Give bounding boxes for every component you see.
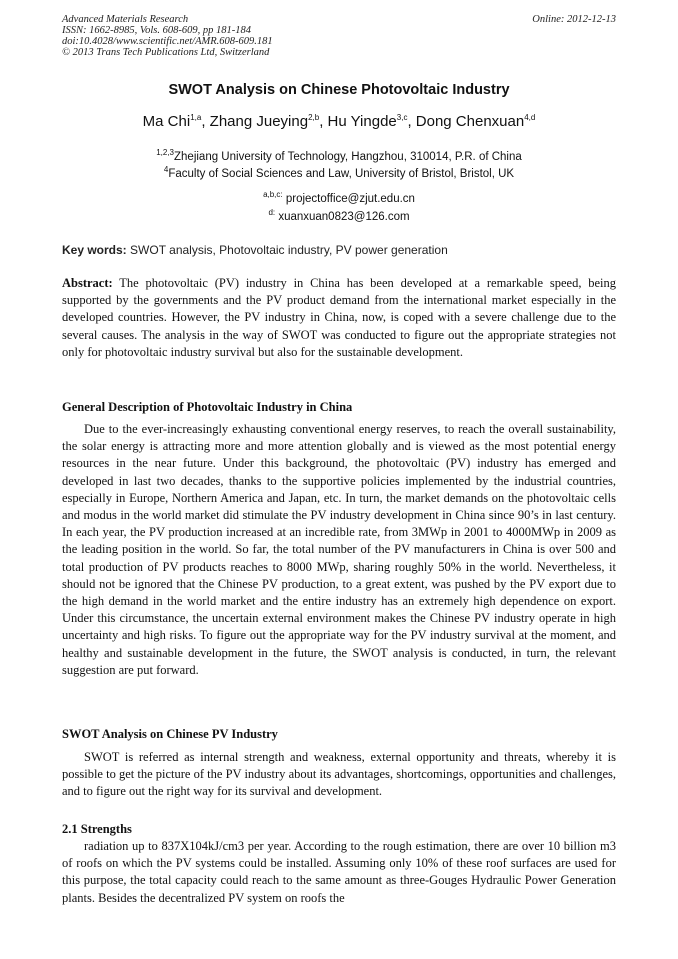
keywords-label: Key words:: [62, 243, 127, 257]
online-date: Online: 2012-12-13: [532, 14, 616, 25]
journal-name: Advanced Materials Research: [62, 14, 189, 25]
author-name: Dong Chenxuan: [415, 113, 525, 130]
author-name: Zhang Jueying: [209, 113, 309, 130]
author-superscript: 1,a: [190, 113, 202, 122]
author-name: Ma Chi: [142, 113, 191, 130]
email-address: projectoffice@zjut.edu.cn: [285, 193, 415, 205]
copyright-line: © 2013 Trans Tech Publications Ltd, Switzerland: [62, 47, 270, 58]
affiliation-text: Faculty of Social Sciences and Law, University of Bristol, Bristol, UK: [168, 168, 515, 180]
affiliation-superscript: 1,2,3: [156, 148, 174, 158]
section-heading: SWOT Analysis on Chinese PV Industry: [62, 727, 278, 741]
abstract-label: Abstract:: [62, 276, 113, 290]
abstract: [62, 275, 616, 361]
issn-line: ISSN: 1662-8985, Vols. 608-609, pp 181-184: [62, 25, 251, 36]
author-superscript: 4,d: [524, 113, 536, 122]
email-superscript: d:: [268, 208, 276, 218]
email-1: [0, 190, 678, 205]
section-body: Due to the ever-increasingly exhausting conventional energy reserves, to reach the overall sustainability, the solar energy is attracting more and more attention globally and is viewed as the most potential energy resources in the near future. Under this background, the photovoltaic (PV) industry has emerged and developed in last two decades, thanks to the supportive policies implemented by the industrial countries, especially in Europe, Northern America and Japan, etc. In turn, the market demands on the photovoltaic cells and modus in the world market did stimulate the PV industry development in China since 90’s in last century. In each year, the PV production increased at an incredible rate, from 3MWp in 2001 to 4000MWp in 2009 as the leading position in the world. So far, the total number of the PV manufacturers in China is over 500 and total production of PV products reaches to 8000 MWp, sharing roughly 50% in the world. Nevertheless, it should not be ignored that the Chinese PV production, to a great extent, was pushed by the PV export due to the high demand in the world market and the entire industry has an extremely high dependence on export. Under this circumstance, the uncertain external environment makes the Chinese PV industry operate in high uncertainty and high risks. To figure out the appropriate way for the PV industry survival at the moment, and healthy and sustainable development in the future, the SWOT analysis is conducted, in turn, the relevant suggestion are put forward.: [62, 422, 616, 677]
affiliation-superscript: 4: [163, 165, 169, 175]
affiliation-1: [0, 148, 678, 163]
abstract-text: The photovoltaic (PV) industry in China has been developed at a remarkable speed, being supported by the governments and the PV product demand from the international market especially in the developed countries. However, the PV industry in China, now, is coped with a severe challenge due to the several causes. The analysis in the way of SWOT was conducted to figure out the appropriate strategies not only for photovoltaic industry survival but also for the sustainable development.: [62, 276, 616, 359]
email-2: [0, 208, 678, 223]
email-address: xuanxuan0823@126.com: [278, 211, 410, 223]
author-superscript: 3,c: [396, 113, 408, 122]
author-superscript: 2,b: [308, 113, 320, 122]
keywords-line: [62, 243, 616, 257]
keywords-text: SWOT analysis, Photovoltaic industry, PV power generation: [130, 243, 448, 257]
affiliation-2: [0, 165, 678, 180]
section-heading: General Description of Photovoltaic Industry in China: [62, 400, 353, 414]
journal-header: [62, 14, 616, 58]
paper-title: SWOT Analysis on Chinese Photovoltaic Industry: [168, 82, 510, 98]
author-list: Ma Chi$^{1,a}$, Zhang Jueying$^{2,b}$, Hu Yingde$^{3,c}$, Dong Chenxuan$^{4,d}$: [142, 113, 536, 130]
author-name: Hu Yingde: [327, 113, 397, 130]
email-superscript: a,b,c:: [263, 190, 283, 200]
subsection-body: radiation up to 837X104kJ/cm3 per year. According to the rough estimation, there are over 10 billion m3 of roofs on which the PV systems could be installed. Assuming only 10% of these roof surfaces are used for this purpose, the total capacity could reach to the same amount as three-Gouges Hydraulic Power Generation plants. Besides the decentralized PV system on roofs the: [62, 839, 616, 905]
section-body: SWOT is referred as internal strength and weakness, external opportunity and threats, whereby it is possible to get the picture of the PV industry about its advantages, shortcomings, opportunities and challenges, and to figure out the right way for its survival and development.: [62, 750, 616, 799]
affiliation-text: Zhejiang University of Technology, Hangzhou, 310014, P.R. of China: [174, 151, 522, 163]
subsection-heading: 2.1 Strengths: [62, 822, 132, 836]
doi-line: doi:10.4028/www.scientific.net/AMR.608-609.181: [62, 36, 273, 47]
